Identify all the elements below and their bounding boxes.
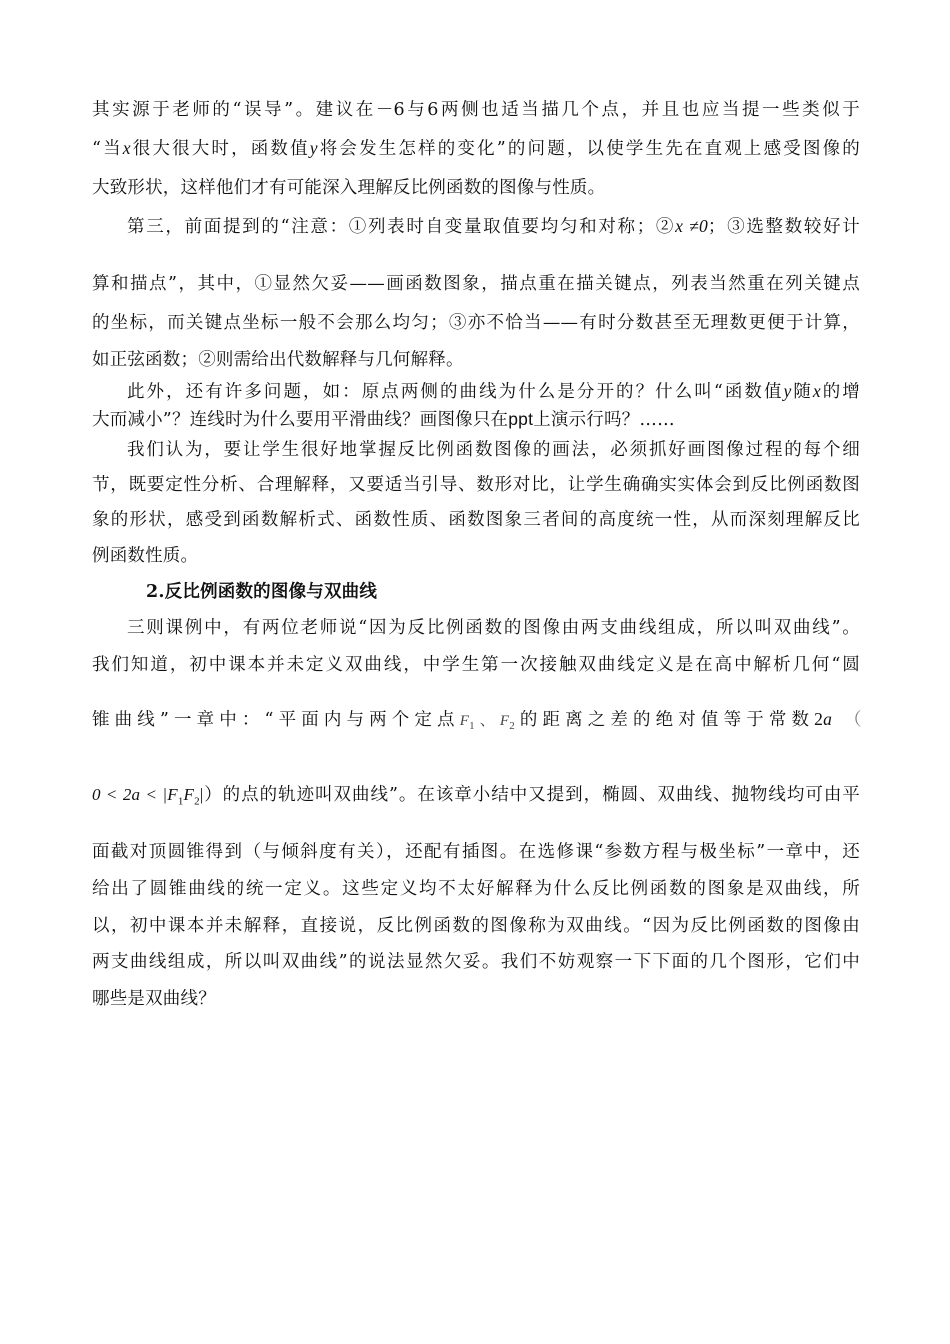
section-heading: 2.反比例函数的图像与双曲线 (146, 582, 378, 602)
paragraph-2-line-2: 算和描点”，其中，①显然欠妥——画函数图象，描点重在描关键点，列表当然重在列关键点 (92, 274, 860, 294)
text: 的距离之差的绝对值等于常数 (514, 710, 815, 730)
paragraph-4-line-4: 例函数性质。 (92, 546, 199, 566)
subscript: 1 (469, 720, 475, 732)
paragraph-5-line-8: 两支曲线组成，所以叫双曲线”的说法显然欠妥。我们不妨观察一下下面的几个图形，它们中 (92, 952, 860, 972)
math-a: a (823, 709, 833, 729)
paragraph-5-line-2: 我们知道，初中课本并未定义双曲线，中学生第一次接触双曲线定义是在高中解析几何“圆 (92, 655, 860, 675)
math-x: x (812, 381, 821, 401)
math-y: y (309, 138, 318, 158)
paragraph-2-line-3: 的坐标，而关键点坐标一般不会那么均匀；③亦不恰当——有时分数甚至无理数更便于计算， (92, 313, 860, 333)
subscript: 1 (177, 795, 184, 808)
paragraph-1-line-3: 大致形状，这样他们才有可能深入理解反比例函数的图像与性质。 (92, 178, 606, 198)
math-y: y (783, 381, 792, 401)
paragraph-5-line-7: 以，初中课本并未解释，直接说，反比例函数的图像称为双曲线。“因为反比例函数的图像由 (92, 916, 860, 936)
text: 很大很大时，函数值 (130, 139, 310, 159)
paragraph-5-line-1: 三则课例中，有两位老师说“因为反比例函数的图像由两支曲线组成，所以叫双曲线”。 (127, 618, 860, 638)
math-x: x (122, 138, 131, 158)
separator: 、 (474, 713, 500, 729)
math-f: F (499, 713, 510, 729)
math-inequality (92, 785, 204, 808)
text: “当 (92, 139, 123, 159)
math-2: 2 (814, 709, 824, 729)
paragraph-3-line-2 (92, 406, 860, 431)
text: 上演示行吗？…… (533, 410, 675, 430)
paragraph-2-line-4: 如正弦函数；②则需给出代数解释与几何解释。 (92, 350, 464, 370)
paragraph-1-line-2 (92, 135, 860, 160)
math-x-neq-0: x ≠0 (675, 216, 708, 236)
text: 将会发生怎样的变化”的问题，以使学生先在直观上感受图像的 (317, 139, 860, 159)
open-paren: （ (844, 710, 862, 730)
text: 第三，前面提到的“注意：①列表时自变量取值要均匀和对称；② (127, 217, 676, 237)
math-f: F (183, 785, 195, 804)
math-abs-bar: | (199, 785, 204, 804)
paragraph-5-line-3 (92, 706, 832, 732)
math-f1-f2 (459, 713, 515, 732)
paragraph-5-line-6: 给出了圆锥曲线的统一定义。这些定义均不太好解释为什么反比例函数的图象是双曲线，所 (92, 879, 860, 899)
math-text: 0 < 2a < |F (92, 785, 178, 804)
text-ppt: ppt (508, 409, 534, 429)
paragraph-5-line-9: 哪些是双曲线？ (92, 989, 216, 1009)
paragraph-4-line-3: 象的形状，感受到函数解析式、函数性质、函数图象三者间的高度统一性，从而深刻理解反比 (92, 510, 860, 530)
subscript: 2 (509, 720, 515, 732)
text: ）的点的轨迹叫双曲线”。在该章小结中又提到，椭圆、双曲线、抛物线均可由平 (203, 785, 860, 805)
text: 大而减小”？连线时为什么要用平滑曲线？画图像只在 (92, 410, 509, 430)
text: ；③选整数较好计 (707, 217, 860, 237)
subscript: 2 (194, 795, 200, 808)
paragraph-1-line-1: 其实源于老师的“误导”。建议在－6与6两侧也适当描几个点，并且也应当提一些类似于 (92, 100, 860, 120)
math-f: F (459, 713, 470, 729)
paragraph-3-line-1 (127, 378, 860, 403)
text: 的增 (820, 382, 860, 402)
paragraph-5-line-5: 面截对顶圆锥得到（与倾斜度有关），还配有插图。在选修课“参数方程与极坐标”一章中，还 (92, 842, 860, 862)
paragraph-4-line-1: 我们认为，要让学生很好地掌握反比例函数图像的画法，必须抓好画图像过程的每个细 (127, 440, 860, 460)
text: 锥曲线”一章中：“平面内与两个定点 (92, 710, 460, 730)
paragraph-2-line-1 (127, 213, 860, 238)
text: 随 (791, 382, 813, 402)
paragraph-4-line-2: 节，既要定性分析、合理解释，又要适当引导、数形对比，让学生确确实实体会到反比例函数图 (92, 475, 860, 495)
text: 此外，还有许多问题，如：原点两侧的曲线为什么是分开的？什么叫“函数值 (127, 382, 784, 402)
paragraph-5-line-4 (92, 781, 860, 807)
